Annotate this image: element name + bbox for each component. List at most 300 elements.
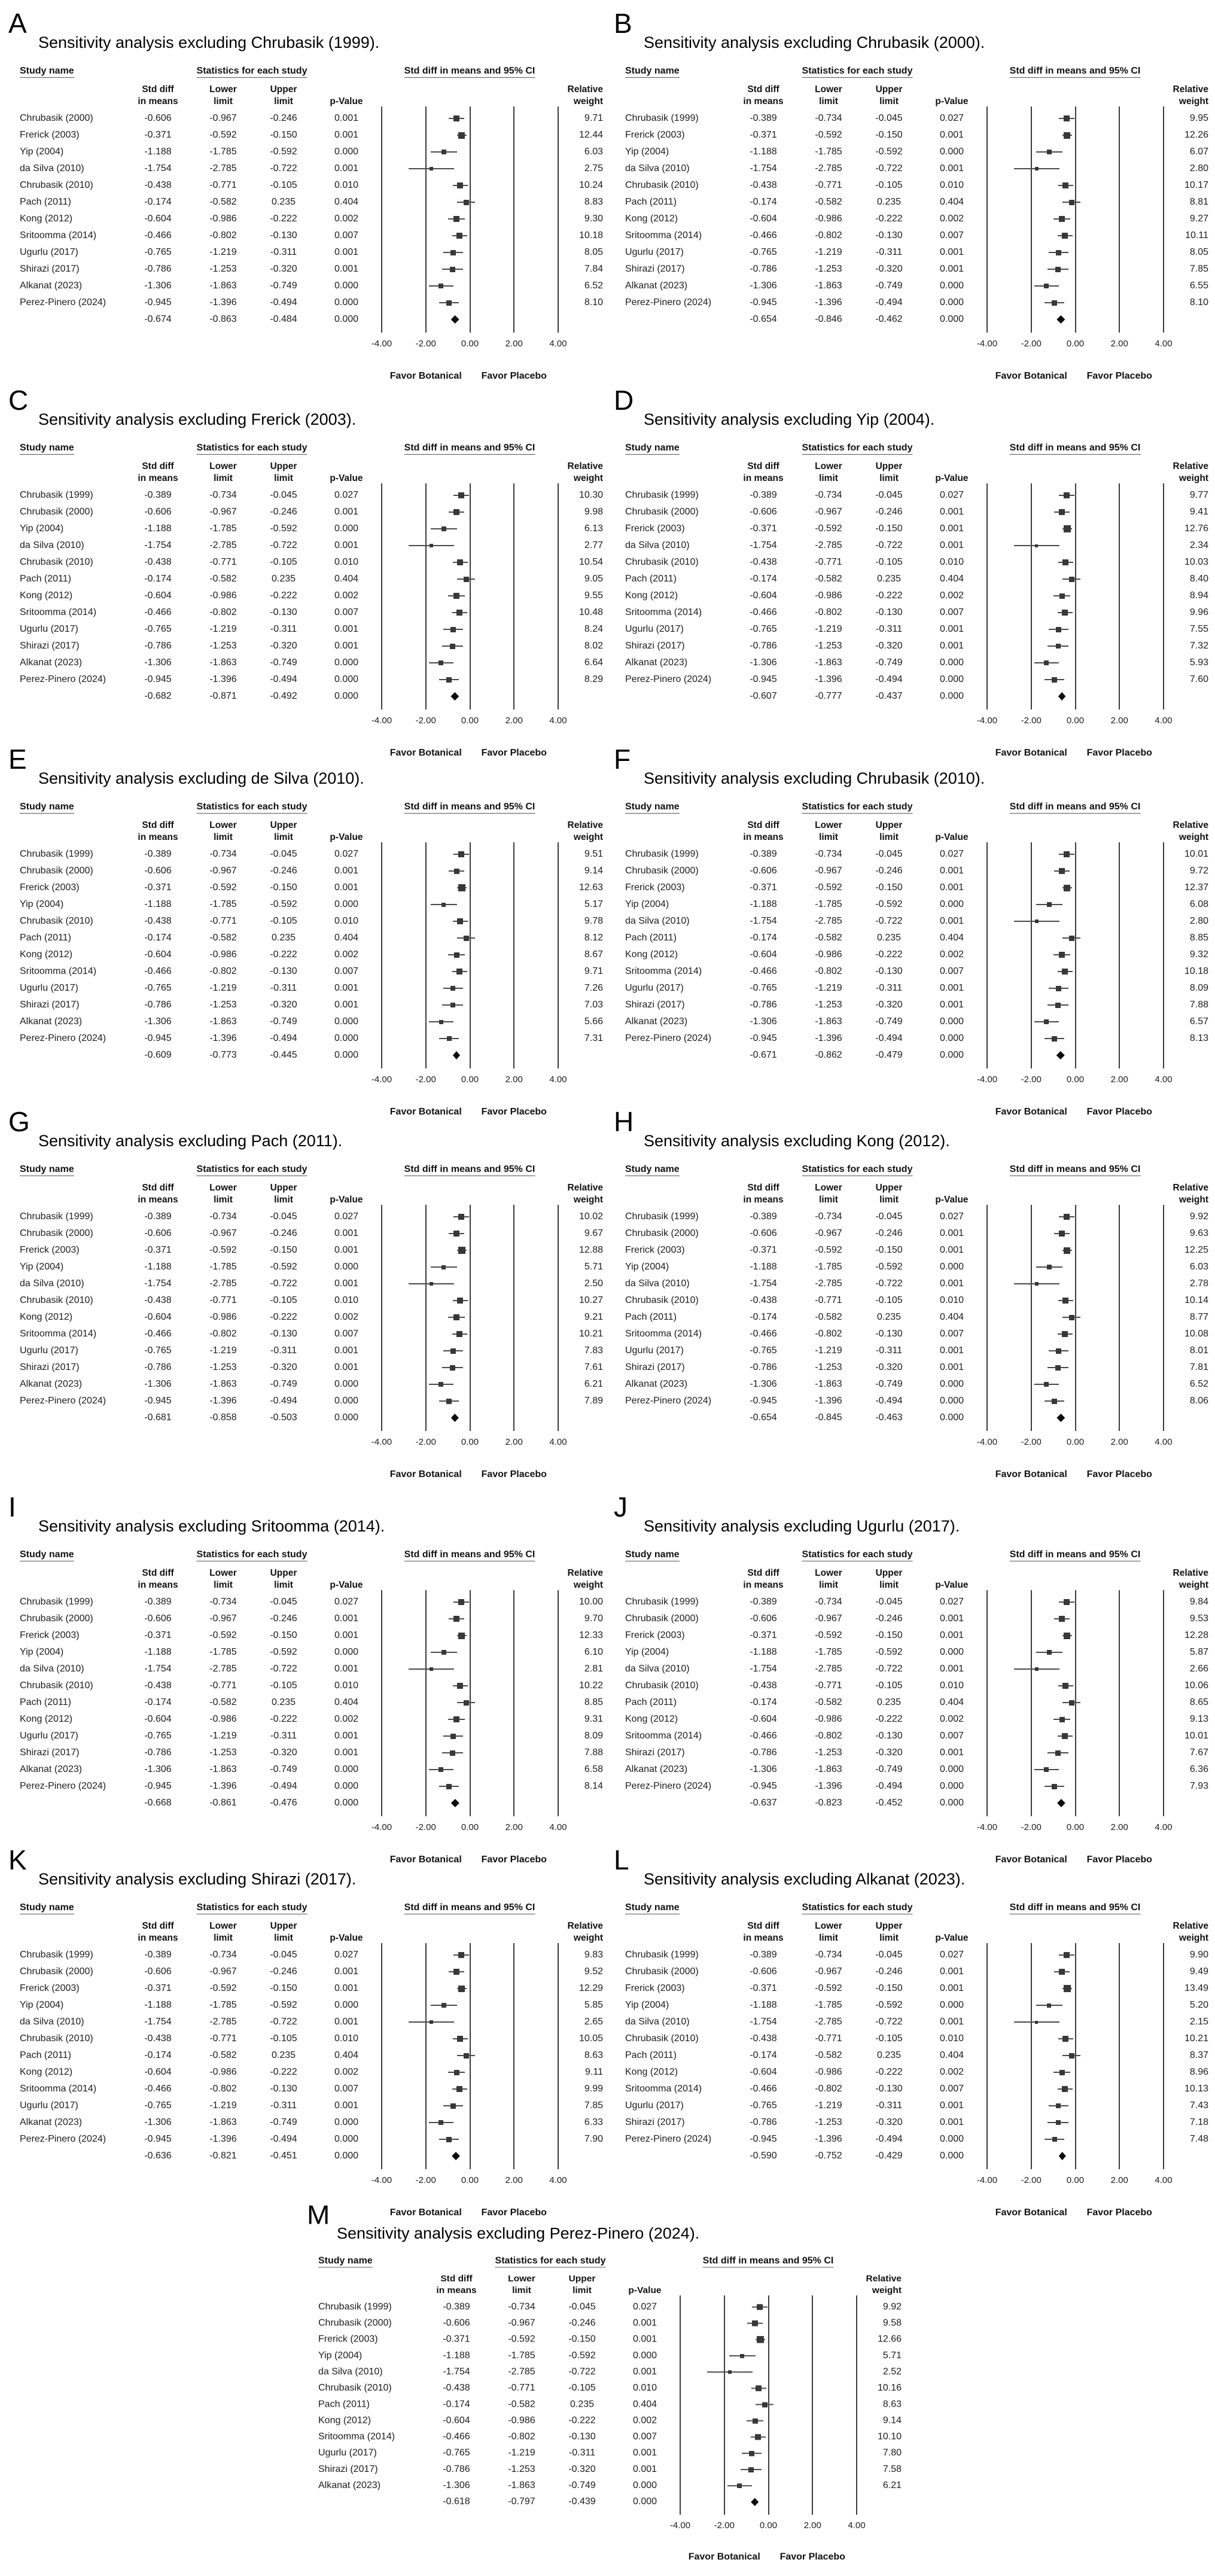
stat-lower-limit: -0.771 xyxy=(815,557,842,567)
study-name: Yip (2004) xyxy=(318,2350,363,2361)
stat-upper-limit: -0.222 xyxy=(875,590,903,601)
stat-p-value: 0.001 xyxy=(939,540,964,550)
column-header-statistics: Statistics for each study xyxy=(802,802,913,814)
study-row xyxy=(5,294,606,311)
relative-weight: 9.92 xyxy=(1189,1211,1208,1222)
stat-lower-limit: -1.863 xyxy=(815,281,842,291)
relative-weight: 7.89 xyxy=(584,1396,603,1406)
stat-upper-limit: -0.246 xyxy=(875,1966,903,1977)
stat-p-value: 0.001 xyxy=(939,882,964,893)
study-row xyxy=(610,278,1211,294)
stat-std-diff: -0.786 xyxy=(144,1000,172,1010)
stat-upper-limit: -0.749 xyxy=(270,1016,297,1027)
study-name: Sritoomma (2014) xyxy=(625,1731,702,1741)
stat-upper-limit: -0.311 xyxy=(270,983,297,993)
point-estimate-marker xyxy=(1062,559,1068,565)
favor-botanical-label: Favor Botanical xyxy=(389,1469,462,1479)
stat-std-diff: -0.945 xyxy=(144,297,172,307)
forest-panel xyxy=(5,743,606,1126)
stat-upper-limit: -0.222 xyxy=(875,214,903,224)
stat-lower-limit: -0.771 xyxy=(209,557,237,567)
stat-upper-limit: -0.722 xyxy=(875,540,903,550)
relative-weight: 9.21 xyxy=(584,1312,603,1322)
stat-std-diff: -0.786 xyxy=(144,1747,172,1758)
relative-weight: 5.66 xyxy=(584,1016,603,1027)
stat-upper-limit: -0.722 xyxy=(270,2017,297,2027)
study-row xyxy=(610,571,1211,587)
stat-std-diff: -0.466 xyxy=(750,607,777,617)
study-name: Frerick (2003) xyxy=(20,1983,80,1993)
relative-weight: 12.25 xyxy=(1184,1245,1208,1255)
relative-weight: 8.29 xyxy=(584,674,603,684)
stat-p-value: 0.010 xyxy=(334,1295,359,1305)
point-estimate-marker xyxy=(1035,1667,1039,1671)
stat-lower-limit: -0.802 xyxy=(815,1731,842,1741)
study-name: Alkanat (2023) xyxy=(318,2480,381,2490)
relative-weight: 9.11 xyxy=(585,2067,603,2077)
study-name: Chrubasik (1999) xyxy=(20,490,93,500)
stat-lower-limit: -1.396 xyxy=(209,2134,237,2144)
forest-panel xyxy=(610,1844,1211,2227)
point-estimate-marker xyxy=(454,869,459,874)
stat-upper-limit: -0.045 xyxy=(875,113,903,123)
stat-std-diff: -1.188 xyxy=(750,2000,777,2010)
stat-p-value: 0.001 xyxy=(632,2318,657,2328)
stat-lower-limit: -0.771 xyxy=(209,2033,237,2044)
stat-p-value: 0.010 xyxy=(334,2033,359,2044)
stat-lower-limit: -0.592 xyxy=(815,1630,842,1640)
stat-std-diff: -0.371 xyxy=(144,130,172,140)
stat-upper-limit: 0.235 xyxy=(271,574,296,584)
subheader-std-diff: Std diff in means xyxy=(743,820,784,842)
relative-weight: 9.05 xyxy=(584,574,603,584)
study-name: Kong (2012) xyxy=(20,1312,73,1322)
stat-lower-limit: -0.986 xyxy=(209,949,237,960)
axis-tick-label: -4.00 xyxy=(371,1822,392,1832)
stat-std-diff: -0.438 xyxy=(144,180,172,190)
point-estimate-marker xyxy=(1056,644,1061,648)
point-estimate-marker xyxy=(457,918,463,924)
study-row xyxy=(5,1376,606,1393)
stat-std-diff: -0.945 xyxy=(144,1396,172,1406)
relative-weight: 9.90 xyxy=(1189,1950,1208,1960)
stat-std-diff: -0.174 xyxy=(144,2050,172,2060)
study-row xyxy=(5,211,606,227)
summary-row xyxy=(5,1047,606,1064)
stat-upper-limit: -0.749 xyxy=(875,281,903,291)
stat-lower-limit: -0.802 xyxy=(815,1329,842,1339)
study-row xyxy=(5,160,606,177)
subheader-std-diff: Std diff in means xyxy=(138,820,178,842)
stat-upper-limit: -0.722 xyxy=(875,916,903,926)
stat-lower-limit: -1.219 xyxy=(508,2448,535,2458)
study-name: Chrubasik (2000) xyxy=(625,1228,699,1238)
stat-p-value: 0.000 xyxy=(632,2480,657,2490)
study-name: Pach (2011) xyxy=(20,933,71,943)
study-row xyxy=(610,177,1211,194)
panel-letter: G xyxy=(8,1106,30,1137)
stat-lower-limit: -0.734 xyxy=(508,2301,535,2312)
stat-lower-limit: -0.771 xyxy=(209,1680,237,1691)
study-row xyxy=(5,1947,606,1963)
study-name: Chrubasik (2000) xyxy=(20,1228,93,1238)
study-name: Sritoomma (2014) xyxy=(20,2084,97,2094)
stat-std-diff: -1.188 xyxy=(144,2000,172,2010)
relative-weight: 8.83 xyxy=(584,197,603,207)
study-row xyxy=(5,127,606,144)
point-estimate-marker xyxy=(1059,1717,1065,1722)
axis-tick-label: 2.00 xyxy=(1110,2175,1128,2185)
stat-std-diff: -1.306 xyxy=(750,281,777,291)
stat-p-value: 0.007 xyxy=(334,230,359,240)
point-estimate-marker xyxy=(755,2434,761,2440)
stat-p-value: 0.001 xyxy=(334,866,359,876)
point-estimate-marker xyxy=(1059,1616,1065,1622)
stat-lower-limit: -2.785 xyxy=(815,1664,842,1674)
stat-lower-limit: -1.219 xyxy=(209,1345,237,1356)
summary-upper-limit: -0.429 xyxy=(875,2151,903,2161)
stat-p-value: 0.002 xyxy=(939,1714,964,1724)
column-header-study-name: Study name xyxy=(20,66,74,78)
stat-lower-limit: -2.785 xyxy=(815,1278,842,1289)
study-row xyxy=(5,963,606,980)
stat-lower-limit: -1.863 xyxy=(209,1379,237,1389)
stat-std-diff: -0.786 xyxy=(750,1362,777,1372)
point-estimate-marker xyxy=(456,969,462,975)
stat-p-value: 0.002 xyxy=(939,214,964,224)
stat-upper-limit: -0.494 xyxy=(270,2134,297,2144)
stat-upper-limit: -0.320 xyxy=(875,2117,903,2127)
stat-upper-limit: -0.150 xyxy=(270,882,297,893)
study-name: Ugurlu (2017) xyxy=(20,1731,78,1741)
stat-lower-limit: -0.986 xyxy=(508,2415,535,2426)
study-row xyxy=(610,946,1211,963)
stat-upper-limit: -0.105 xyxy=(875,557,903,567)
relative-weight: 10.21 xyxy=(578,1329,603,1339)
stat-std-diff: -0.786 xyxy=(750,264,777,274)
point-estimate-marker xyxy=(1056,986,1061,991)
stat-lower-limit: -2.785 xyxy=(209,2017,237,2027)
axis-tick-label: 2.00 xyxy=(505,1822,523,1832)
study-row xyxy=(5,1761,606,1778)
stat-std-diff: -1.188 xyxy=(443,2350,470,2361)
point-estimate-marker xyxy=(446,1399,452,1404)
study-row xyxy=(610,294,1211,311)
stat-std-diff: -1.754 xyxy=(750,540,777,550)
stat-p-value: 0.001 xyxy=(334,1000,359,1010)
study-row xyxy=(610,1778,1211,1795)
relative-weight: 8.94 xyxy=(1189,590,1208,601)
stat-p-value: 0.007 xyxy=(939,2084,964,2094)
stat-lower-limit: -1.253 xyxy=(209,1000,237,1010)
point-estimate-marker xyxy=(1062,2036,1068,2042)
study-name: Frerick (2003) xyxy=(625,1983,685,1993)
relative-weight: 6.21 xyxy=(882,2480,902,2490)
summary-upper-limit: -0.479 xyxy=(875,1050,903,1060)
stat-lower-limit: -1.785 xyxy=(209,1647,237,1657)
panel-letter: L xyxy=(614,1844,629,1875)
stat-std-diff: -0.438 xyxy=(144,2033,172,2044)
point-estimate-marker xyxy=(1056,2120,1061,2125)
panel-letter: H xyxy=(614,1106,634,1137)
study-row xyxy=(5,1744,606,1761)
point-estimate-marker xyxy=(1064,851,1070,857)
relative-weight: 6.03 xyxy=(584,147,603,157)
study-name: Kong (2012) xyxy=(20,949,73,960)
relative-weight: 9.30 xyxy=(584,214,603,224)
study-name: Alkanat (2023) xyxy=(625,657,688,668)
axis-tick-label: 0.00 xyxy=(461,1822,479,1832)
point-estimate-marker xyxy=(453,1716,459,1722)
stat-upper-limit: -0.246 xyxy=(875,507,903,517)
relative-weight: 7.26 xyxy=(584,983,603,993)
stat-p-value: 0.001 xyxy=(939,1983,964,1993)
summary-lower-limit: -0.871 xyxy=(209,691,237,701)
study-name: Chrubasik (1999) xyxy=(625,849,699,859)
stat-std-diff: -0.466 xyxy=(144,966,172,976)
stat-upper-limit: -0.150 xyxy=(270,1245,297,1255)
study-name: Sritoomma (2014) xyxy=(20,966,97,976)
stat-lower-limit: -0.582 xyxy=(815,1312,842,1322)
summary-diamond xyxy=(452,2152,460,2160)
stat-std-diff: -0.466 xyxy=(750,1731,777,1741)
column-header-statistics: Statistics for each study xyxy=(802,66,913,78)
axis-tick-label: -2.00 xyxy=(1021,2175,1042,2185)
stat-std-diff: -0.389 xyxy=(750,490,777,500)
stat-std-diff: -1.188 xyxy=(144,1647,172,1657)
stat-lower-limit: -0.734 xyxy=(815,1597,842,1607)
point-estimate-marker xyxy=(740,2354,744,2358)
stat-lower-limit: -0.802 xyxy=(815,607,842,617)
stat-lower-limit: -1.396 xyxy=(815,297,842,307)
point-estimate-marker xyxy=(456,1331,462,1337)
stat-std-diff: -0.466 xyxy=(750,1329,777,1339)
forest-panel xyxy=(610,1106,1211,1488)
relative-weight: 10.11 xyxy=(1185,230,1208,240)
stat-std-diff: -0.786 xyxy=(144,641,172,651)
relative-weight: 8.09 xyxy=(1189,983,1208,993)
study-name: Chrubasik (2010) xyxy=(20,916,93,926)
stat-upper-limit: -0.722 xyxy=(270,540,297,550)
stat-upper-limit: -0.105 xyxy=(270,2033,297,2044)
point-estimate-marker xyxy=(454,2070,459,2075)
column-header-study-name: Study name xyxy=(625,1549,680,1561)
stat-p-value: 0.002 xyxy=(334,1312,359,1322)
stat-std-diff: -0.606 xyxy=(144,1966,172,1977)
study-name: Ugurlu (2017) xyxy=(318,2448,377,2458)
study-row xyxy=(5,1610,606,1627)
relative-weight: 8.10 xyxy=(1189,297,1208,307)
point-estimate-marker xyxy=(1047,2003,1051,2008)
stat-std-diff: -1.306 xyxy=(750,1764,777,1774)
column-header-statistics: Statistics for each study xyxy=(197,802,307,814)
study-row xyxy=(5,946,606,963)
stat-lower-limit: -0.986 xyxy=(815,590,842,601)
study-name: Frerick (2003) xyxy=(20,1245,80,1255)
stat-upper-limit: -0.246 xyxy=(875,1613,903,1624)
study-name: Perez-Pinero (2024) xyxy=(625,1781,712,1791)
stat-lower-limit: -0.734 xyxy=(209,490,237,500)
stat-lower-limit: -1.396 xyxy=(815,1781,842,1791)
stat-lower-limit: -1.396 xyxy=(815,2134,842,2144)
study-name: Alkanat (2023) xyxy=(20,2117,83,2127)
axis-tick-label: -4.00 xyxy=(976,1822,998,1832)
stat-std-diff: -1.754 xyxy=(144,1278,172,1289)
study-row xyxy=(5,1644,606,1661)
study-row xyxy=(610,1644,1211,1661)
stat-upper-limit: -0.222 xyxy=(875,1714,903,1724)
point-estimate-marker xyxy=(1069,200,1074,205)
study-name: Chrubasik (1999) xyxy=(625,1597,699,1607)
study-row xyxy=(5,1393,606,1409)
study-name: Frerick (2003) xyxy=(625,882,685,893)
stat-p-value: 0.404 xyxy=(334,2050,359,2060)
stat-lower-limit: -2.785 xyxy=(209,540,237,550)
axis-tick-label: 4.00 xyxy=(549,715,567,726)
favor-placebo-label: Favor Placebo xyxy=(481,1855,547,1865)
stat-p-value: 0.000 xyxy=(334,899,359,909)
axis-tick-label: -4.00 xyxy=(669,2520,691,2531)
study-name: Chrubasik (2010) xyxy=(20,180,93,190)
stat-std-diff: -0.438 xyxy=(750,1680,777,1691)
panel-title: Sensitivity analysis excluding Chrubasik (2000). xyxy=(644,34,985,51)
point-estimate-marker xyxy=(757,2336,764,2343)
column-header-ci-plot: Std diff in means and 95% CI xyxy=(1010,443,1141,455)
stat-std-diff: -0.606 xyxy=(750,866,777,876)
stat-p-value: 0.001 xyxy=(334,1664,359,1674)
stat-p-value: 0.000 xyxy=(939,899,964,909)
stat-std-diff: -1.306 xyxy=(750,657,777,668)
study-name: Frerick (2003) xyxy=(625,1630,685,1640)
subheader-lower-limit: Lower limit xyxy=(815,1183,842,1205)
stat-p-value: 0.001 xyxy=(939,916,964,926)
stat-lower-limit: -0.734 xyxy=(815,849,842,859)
relative-weight: 10.48 xyxy=(578,607,603,617)
relative-weight: 2.75 xyxy=(584,163,603,173)
relative-weight: 6.52 xyxy=(1189,1379,1208,1389)
stat-upper-limit: 0.235 xyxy=(876,2050,902,2060)
relative-weight: 7.48 xyxy=(1189,2134,1208,2144)
study-name: Yip (2004) xyxy=(625,2000,669,2010)
stat-p-value: 0.404 xyxy=(334,197,359,207)
stat-upper-limit: -0.130 xyxy=(568,2431,596,2442)
stat-lower-limit: -0.967 xyxy=(209,1966,237,1977)
stat-p-value: 0.001 xyxy=(334,163,359,173)
stat-lower-limit: -1.396 xyxy=(209,1033,237,1043)
point-estimate-marker xyxy=(453,593,459,599)
stat-p-value: 0.001 xyxy=(334,1345,359,1356)
study-name: Ugurlu (2017) xyxy=(20,247,78,257)
stat-p-value: 0.007 xyxy=(632,2431,657,2442)
stat-p-value: 0.000 xyxy=(334,1379,359,1389)
axis-tick-label: -2.00 xyxy=(415,1822,436,1832)
relative-weight: 10.01 xyxy=(1184,849,1208,859)
stat-lower-limit: -1.785 xyxy=(815,899,842,909)
summary-diamond xyxy=(1056,1051,1065,1059)
stat-lower-limit: -0.592 xyxy=(209,1983,237,1993)
study-name: Ugurlu (2017) xyxy=(625,1345,684,1356)
study-name: Sritoomma (2014) xyxy=(20,607,97,617)
study-name: Frerick (2003) xyxy=(20,1630,80,1640)
relative-weight: 9.95 xyxy=(1189,113,1208,123)
stat-lower-limit: -1.219 xyxy=(815,247,842,257)
relative-weight: 2.77 xyxy=(584,540,603,550)
stat-lower-limit: -0.771 xyxy=(815,180,842,190)
study-row xyxy=(5,1225,606,1242)
point-estimate-marker xyxy=(439,284,443,288)
point-estimate-marker xyxy=(1035,544,1038,547)
relative-weight: 9.52 xyxy=(584,1966,603,1977)
stat-p-value: 0.001 xyxy=(334,2100,359,2111)
stat-upper-limit: -0.045 xyxy=(875,1211,903,1222)
axis-tick-label: 4.00 xyxy=(1155,1822,1173,1832)
axis-tick-label: 2.00 xyxy=(505,1437,523,1447)
stat-p-value: 0.002 xyxy=(334,2067,359,2077)
study-name: Yip (2004) xyxy=(20,147,64,157)
stat-upper-limit: -0.246 xyxy=(568,2318,596,2328)
stat-lower-limit: -1.253 xyxy=(209,264,237,274)
study-row xyxy=(5,997,606,1013)
stat-upper-limit: -0.320 xyxy=(875,1000,903,1010)
summary-diamond xyxy=(451,315,459,324)
axis-tick-label: 0.00 xyxy=(1066,2175,1085,2185)
stat-p-value: 0.010 xyxy=(334,1680,359,1691)
axis-tick-label: 4.00 xyxy=(549,2175,567,2185)
point-estimate-marker xyxy=(1055,267,1061,272)
study-name: Pach (2011) xyxy=(20,2050,71,2060)
stat-p-value: 0.001 xyxy=(939,507,964,517)
stat-upper-limit: -0.494 xyxy=(270,1033,297,1043)
relative-weight: 9.49 xyxy=(1189,1966,1208,1977)
stat-p-value: 0.001 xyxy=(334,1613,359,1624)
stat-p-value: 0.001 xyxy=(632,2334,657,2344)
study-row xyxy=(5,1694,606,1711)
stat-upper-limit: -0.320 xyxy=(875,641,903,651)
relative-weight: 10.30 xyxy=(578,490,603,500)
stat-p-value: 0.007 xyxy=(334,2084,359,2094)
stat-upper-limit: -0.311 xyxy=(270,2100,297,2111)
study-row xyxy=(610,846,1211,863)
stat-lower-limit: -0.771 xyxy=(815,1295,842,1305)
panel-title: Sensitivity analysis excluding Kong (2012). xyxy=(644,1132,950,1150)
study-name: Chrubasik (1999) xyxy=(20,1597,93,1607)
stat-p-value: 0.001 xyxy=(334,1731,359,1741)
summary-p-value: 0.000 xyxy=(334,314,359,324)
subheader-upper-limit: Upper limit xyxy=(270,461,297,483)
stat-lower-limit: -1.396 xyxy=(815,1033,842,1043)
study-name: da Silva (2010) xyxy=(20,540,84,550)
summary-row xyxy=(610,1795,1211,1811)
point-estimate-marker xyxy=(1064,1599,1070,1605)
stat-p-value: 0.002 xyxy=(939,2067,964,2077)
stat-p-value: 0.001 xyxy=(939,641,964,651)
stat-std-diff: -1.306 xyxy=(144,2117,172,2127)
study-row xyxy=(303,2413,905,2429)
summary-row xyxy=(610,688,1211,705)
study-row xyxy=(5,1728,606,1744)
stat-std-diff: -0.371 xyxy=(443,2334,470,2344)
stat-lower-limit: -0.592 xyxy=(508,2334,535,2344)
study-row xyxy=(610,537,1211,554)
stat-lower-limit: -1.253 xyxy=(508,2464,535,2474)
point-estimate-marker xyxy=(458,492,464,498)
study-name: Chrubasik (2000) xyxy=(20,1613,93,1624)
stat-upper-limit: -0.749 xyxy=(875,1764,903,1774)
point-estimate-marker xyxy=(457,182,463,188)
stat-p-value: 0.000 xyxy=(334,2134,359,2144)
panel-title: Sensitivity analysis excluding Ugurlu (2017). xyxy=(644,1517,960,1535)
stat-p-value: 0.001 xyxy=(939,1747,964,1758)
